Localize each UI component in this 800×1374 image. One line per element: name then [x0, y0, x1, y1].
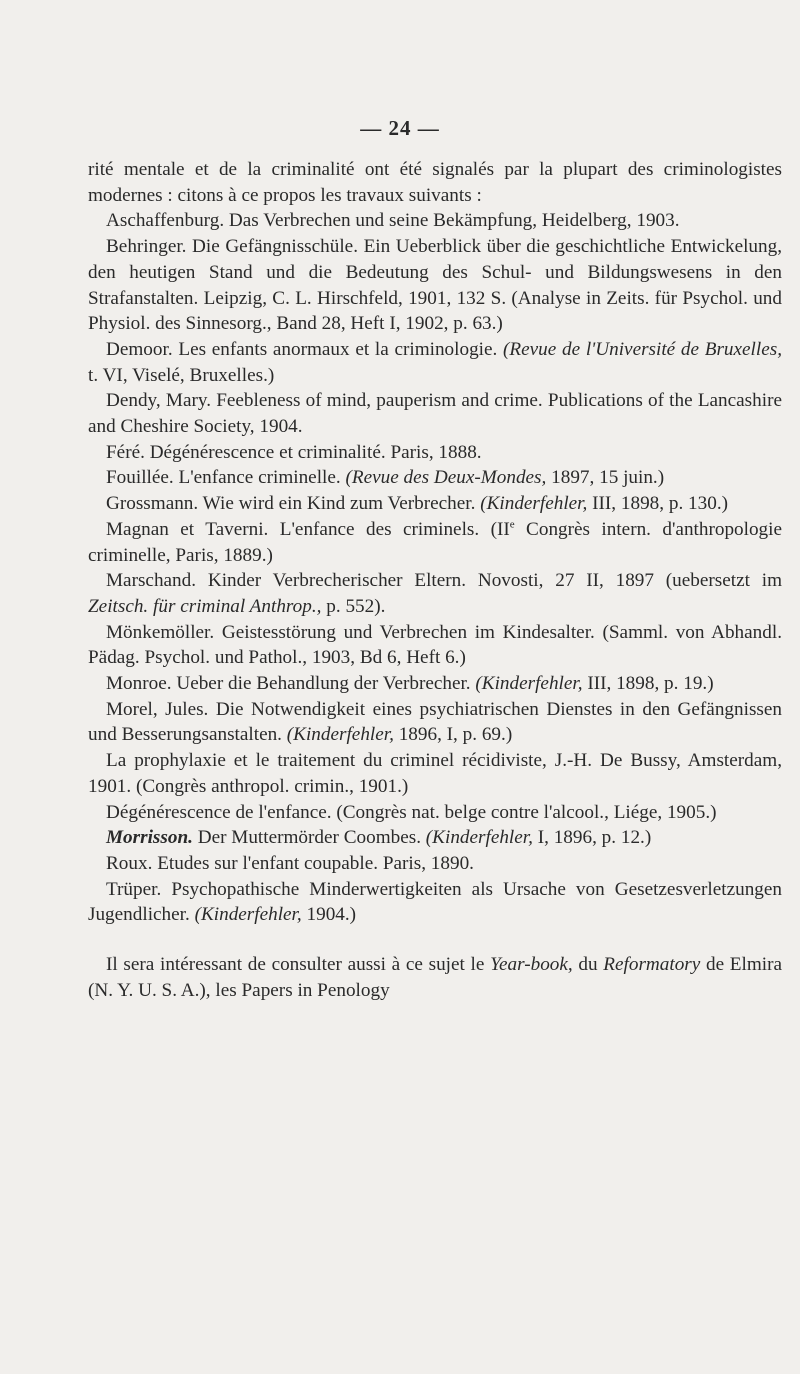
bib-journal: (Kinderfehler, — [425, 827, 533, 849]
closing-italic-yearbook: Year-book, — [490, 954, 573, 976]
bib-text: Etudes sur l'enfant coupable. Paris, 1890. — [157, 852, 474, 874]
bib-entry — [88, 517, 782, 568]
bib-entry — [88, 671, 782, 697]
bib-text: Geistesstörung und Verbrechen im Kindesalter. (Samml. von Abhandl. Pädag. Psychol. und Pathol., 1903, Bd 6, Heft 6.) — [88, 621, 782, 669]
bib-entry — [88, 800, 782, 826]
bib-entry — [88, 851, 782, 877]
bib-journal: Zeitsch. für criminal Anthrop., — [88, 595, 322, 617]
closing-paragraph — [88, 952, 782, 1003]
bib-author: Morel, Jules. — [106, 698, 209, 720]
body-text — [88, 157, 782, 1004]
bib-author: Roux. — [106, 852, 153, 874]
superscript: e — [509, 518, 515, 531]
intro-paragraph: rité mentale et de la criminalité ont été signalés par la plupart des criminologistes modernes : citons à ce propos les travaux suivants : — [88, 159, 782, 206]
bib-journal: (Revue de l'Université de Bruxelles, — [503, 338, 782, 360]
bib-author: Féré. — [106, 441, 145, 463]
bib-text: Die Gefängnisschüle. Ein Ueberblick über die geschichtliche Entwickelung, den heutigen Stand und die Bedeutung des Schul- und Bildungswesens in den Strafanstalten. Leipzig, C. L. Hirschfeld, 1901, 132 S. (Analyse in Zeits. für Psychol. und Physiol. des Sinnesorg., Band 28, Heft I, 1902, p. 63.) — [88, 236, 782, 335]
bib-text-tail: Congrès intern. d'anthropologie criminelle, Paris, 1889.) — [88, 518, 783, 566]
bib-entry — [88, 234, 782, 337]
bib-text: Les enfants anormaux et la criminologie. — [178, 338, 498, 360]
bib-author: Mönkemöller. — [106, 621, 215, 643]
bib-text-tail: III, 1898, p. 130.) — [592, 493, 729, 515]
bib-author: Magnan et Taverni. — [106, 518, 269, 540]
bib-author: Demoor. — [106, 338, 173, 360]
bib-author: Monroe. — [106, 673, 172, 695]
bib-journal: (Kinderfehler, — [480, 493, 588, 515]
bib-author: Trüper. — [106, 878, 162, 900]
bib-journal: (Kinderfehler, — [475, 673, 583, 695]
bib-text: prophylaxie et le traitement du criminel récidiviste, J.-H. De Bussy, Amsterdam, 1901. (Congrès anthropol. crimin., 1901.) — [88, 750, 782, 797]
bib-text-tail: p. 552). — [326, 595, 386, 617]
bib-text-tail: t. VI, Viselé, Bruxelles.) — [88, 364, 275, 386]
bib-text: Dégénérescence et criminalité. Paris, 1888. — [149, 441, 482, 463]
page-number: — 24 — — [360, 116, 440, 140]
bib-author: Aschaffenburg. — [106, 210, 225, 232]
bibliography-list — [88, 208, 782, 928]
bib-text: Ueber die Behandlung der Verbrecher. — [176, 673, 471, 695]
bib-text-tail: I, 1896, p. 12.) — [537, 827, 652, 849]
bib-author: Behringer. — [106, 236, 187, 258]
bib-text: de l'enfance. (Congrès nat. belge contre l'alcool., Liége, 1905.) — [235, 801, 717, 823]
bib-author: Dégénérescence — [106, 801, 231, 823]
bib-text: Die Notwendigkeit eines psychiatrischen Dienstes in den Gefängnissen und Besserungsanstalten. — [88, 698, 782, 746]
bib-text: L'enfance criminelle. — [178, 467, 341, 489]
bib-entry — [88, 465, 782, 491]
bib-entry — [88, 825, 782, 851]
closing-italic-reformatory: Reformatory — [603, 954, 701, 976]
bib-entry — [88, 877, 782, 928]
bib-author: Dendy, Mary. — [106, 390, 212, 412]
bib-journal: (Revue des Deux-Mondes, — [345, 467, 547, 489]
bib-entry — [88, 208, 782, 234]
bib-entry — [88, 388, 782, 439]
bib-text-tail: 1904.) — [306, 904, 357, 926]
bib-journal: (Kinderfehler, — [286, 724, 394, 746]
bib-entry — [88, 337, 782, 388]
bib-entry — [88, 620, 782, 671]
bib-entry — [88, 491, 782, 517]
bib-author: La — [106, 750, 127, 772]
bib-entry — [88, 568, 782, 619]
bib-entry — [88, 748, 782, 799]
bib-text: Kinder Verbrecherischer Eltern. Novosti, 27 II, 1897 (uebersetzt im — [207, 570, 782, 592]
bib-text: Das Verbrechen und seine Bekämpfung, Heidelberg, 1903. — [228, 210, 680, 232]
closing-text: Il sera intéressant de consulter aussi à ce sujet le — [106, 954, 485, 976]
bib-text-tail: 1896, I, p. 69.) — [398, 724, 513, 746]
bib-journal: (Kinderfehler, — [194, 904, 302, 926]
bib-author: Fouillée. — [106, 467, 174, 489]
bib-entry — [88, 697, 782, 748]
bib-text: Psychopathische Minderwertigkeiten als Ursache von Gesetzesverletzungen Jugendlicher. — [88, 878, 783, 926]
bib-author: Marschand. — [106, 570, 197, 592]
closing-text-mid: du — [578, 954, 598, 976]
bib-text-tail: III, 1898, p. 19.) — [587, 673, 714, 695]
bib-text: Der Muttermörder Coombes. — [197, 827, 421, 849]
closing-text-tail: de Elmira (N. Y. U. S. A.), les Papers in Penology — [88, 954, 783, 1001]
bib-text: Wie wird ein Kind zum Verbrecher. — [202, 493, 476, 515]
bib-text-tail: 1897, 15 juin.) — [551, 467, 665, 489]
bib-text: L'enfance des criminels. (II — [279, 518, 510, 540]
bib-entry — [88, 440, 782, 466]
bib-author: Grossmann. — [106, 493, 199, 515]
bib-text: Feebleness of mind, pauperism and crime. Publications of the Lancashire and Cheshire Society, 1904. — [88, 390, 782, 438]
bib-author: Morrisson. — [106, 827, 193, 849]
